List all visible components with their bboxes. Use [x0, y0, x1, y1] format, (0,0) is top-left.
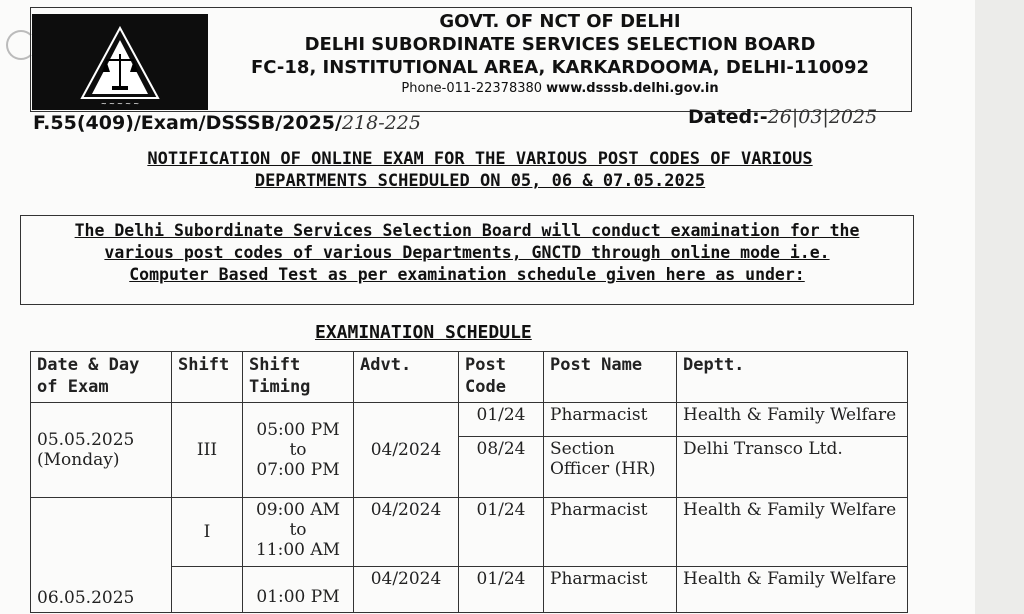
intro-line-2: various post codes of various Departments, GNCTD through online mode i.e.	[104, 243, 830, 262]
schedule-title: EXAMINATION SCHEDULE	[315, 322, 532, 343]
col-post-name: Post Name	[544, 352, 677, 403]
deptt-cell: Health & Family Welfare	[677, 403, 908, 437]
file-number	[33, 112, 421, 134]
shift-cell: I	[172, 498, 243, 567]
post-code-cell: 08/24	[459, 436, 544, 497]
time-to-word: to	[289, 520, 307, 540]
timing-cell	[243, 498, 354, 567]
timing-cell	[243, 567, 354, 613]
post-name-cell: Pharmacist	[544, 498, 677, 567]
exam-day: (Monday)	[37, 450, 120, 470]
table-row	[31, 403, 908, 437]
time-to: 11:00 AM	[255, 540, 341, 560]
phone-number: Phone-011-22378380	[401, 81, 543, 96]
advt-cell: 04/2024	[354, 498, 459, 567]
deptt-cell: Health & Family Welfare	[677, 567, 908, 613]
notification-line-2: DEPARTMENTS SCHEDULED ON 05, 06 & 07.05.2025	[254, 171, 706, 191]
col-post-code: Post Code	[459, 352, 544, 403]
page-edge	[975, 0, 1024, 614]
shift-cell	[172, 567, 243, 613]
notification-line-1: NOTIFICATION OF ONLINE EXAM FOR THE VARIOUS POST CODES OF VARIOUS	[147, 149, 813, 169]
file-number-handwritten: 218-225	[341, 112, 421, 134]
dated-line	[688, 106, 877, 128]
time-from: 05:00 PM	[256, 420, 340, 440]
post-code-cell: 01/24	[459, 498, 544, 567]
date-cell	[31, 498, 172, 613]
intro-box	[20, 215, 914, 305]
table-row	[31, 498, 908, 567]
intro-line-3: Computer Based Test as per examination schedule given here as under:	[129, 265, 805, 284]
schedule-table	[30, 351, 908, 613]
dated-label: Dated:-	[688, 106, 768, 128]
post-name-cell: Pharmacist	[544, 567, 677, 613]
website-link: www.dsssb.delhi.gov.in	[546, 81, 719, 96]
table-header-row	[31, 352, 908, 403]
col-timing: Shift Timing	[243, 352, 354, 403]
board-title: DELHI SUBORDINATE SERVICES SELECTION BOARD	[304, 34, 816, 55]
header-text	[210, 7, 910, 96]
shift-cell: III	[172, 403, 243, 498]
contact-line	[210, 81, 910, 96]
intro-line-1: The Delhi Subordinate Services Selection Board will conduct examination for the	[74, 221, 860, 240]
time-to-word: to	[289, 440, 307, 460]
col-advt: Advt.	[354, 352, 459, 403]
dsssb-logo	[32, 14, 208, 110]
post-name-cell: Pharmacist	[544, 403, 677, 437]
time-from: 09:00 AM	[255, 500, 341, 520]
deptt-cell: Delhi Transco Ltd.	[677, 436, 908, 497]
svg-text:~ ~ ~ ~ ~: ~ ~ ~ ~ ~	[100, 100, 140, 108]
col-deptt: Deptt.	[677, 352, 908, 403]
deptt-cell: Health & Family Welfare	[677, 498, 908, 567]
exam-date: 05.05.2025	[37, 430, 135, 450]
post-name-cell: Section Officer (HR)	[544, 436, 677, 497]
dated-handwritten: 26|03|2025	[767, 106, 878, 128]
timing-cell	[243, 403, 354, 498]
post-code-cell: 01/24	[459, 567, 544, 613]
col-date: Date & Day of Exam	[31, 352, 172, 403]
govt-title: GOVT. OF NCT OF DELHI	[439, 11, 681, 32]
time-to: 07:00 PM	[256, 460, 340, 480]
advt-cell: 04/2024	[354, 403, 459, 498]
time-from: 01:00 PM	[256, 587, 340, 608]
advt-cell: 04/2024	[354, 567, 459, 613]
file-number-printed: F.55(409)/Exam/DSSSB/2025/	[33, 112, 342, 134]
notification-heading	[40, 148, 920, 192]
col-shift: Shift	[172, 352, 243, 403]
exam-date: 06.05.2025	[37, 588, 135, 608]
board-address: FC-18, INSTITUTIONAL AREA, KARKARDOOMA, DELHI-110092	[251, 57, 869, 78]
post-code-cell: 01/24	[459, 403, 544, 437]
date-cell	[31, 403, 172, 498]
